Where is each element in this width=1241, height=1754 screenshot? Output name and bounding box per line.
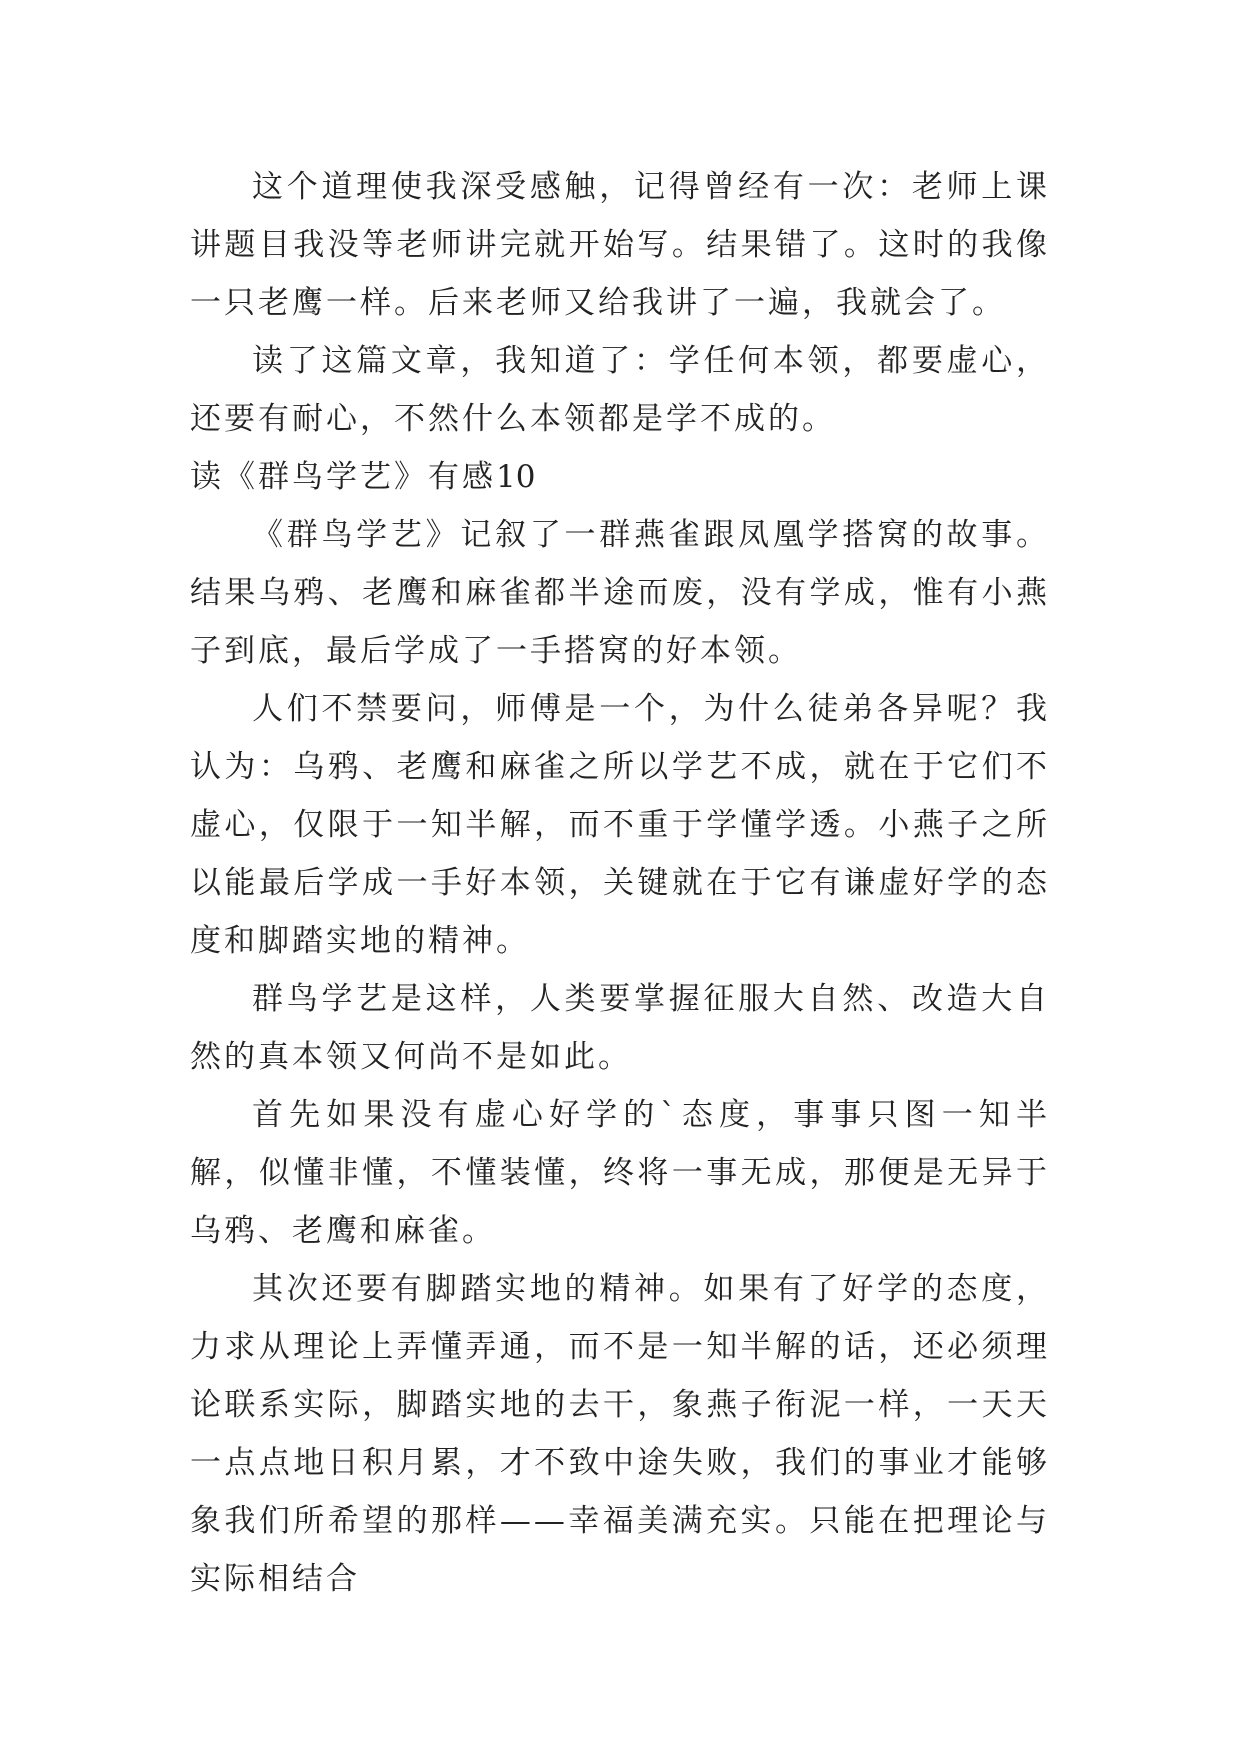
paragraph: 首先如果没有虚心好学的`态度，事事只图一知半解，似懂非懂，不懂装懂，终将一事无成，那便是无异于乌鸦、老鹰和麻雀。	[190, 1097, 1050, 1249]
paragraph: 群鸟学艺是这样，人类要掌握征服大自然、改造大自然的真本领又何尚不是如此。	[190, 981, 1050, 1075]
section-heading-text: 读《群鸟学艺》有感	[190, 459, 496, 495]
paragraph: 《群鸟学艺》记叙了一群燕雀跟凤凰学搭窝的故事。结果乌鸦、老鹰和麻雀都半途而废，没有学成，惟有小燕子到底，最后学成了一手搭窝的好本领。	[190, 517, 1050, 669]
section-heading	[190, 448, 1050, 506]
paragraph: 这个道理使我深受感触，记得曾经有一次：老师上课讲题目我没等老师讲完就开始写。结果错了。这时的我像一只老鹰一样。后来老师又给我讲了一遍，我就会了。	[190, 169, 1050, 321]
document-body	[190, 158, 1050, 1608]
paragraph: 其次还要有脚踏实地的精神。如果有了好学的态度，力求从理论上弄懂弄通，而不是一知半解的话，还必须理论联系实际，脚踏实地的去干，象燕子衔泥一样，一天天一点点地日积月累，才不致中途失败，我们的事业才能够象我们所希望的那样——幸福美满充实。只能在把理论与实际相结合	[190, 1271, 1050, 1597]
section-heading-number: 10	[496, 459, 536, 495]
paragraph: 人们不禁要问，师傅是一个，为什么徒弟各异呢？我认为：乌鸦、老鹰和麻雀之所以学艺不成，就在于它们不虚心，仅限于一知半解，而不重于学懂学透。小燕子之所以能最后学成一手好本领，关键就在于它有谦虚好学的态度和脚踏实地的精神。	[190, 691, 1050, 959]
paragraph: 读了这篇文章，我知道了：学任何本领，都要虚心，还要有耐心，不然什么本领都是学不成的。	[190, 343, 1050, 437]
